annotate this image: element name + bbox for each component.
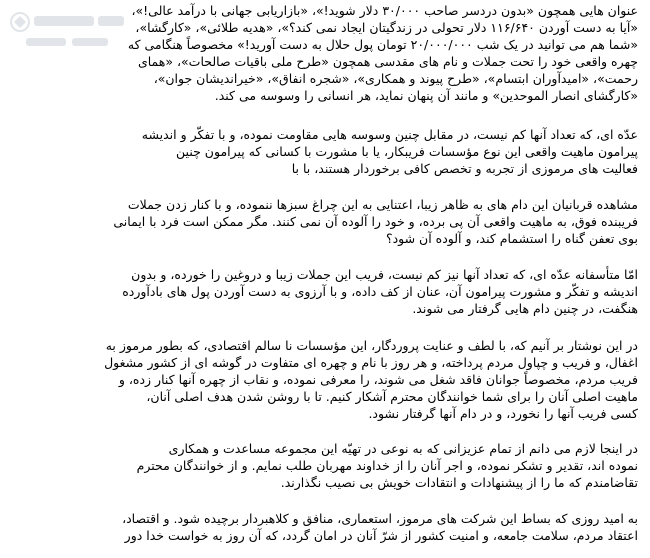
text-line: اغفال، و فریب و چپاول مردم پرداخته، و هر روز با نام و چهره ای متفاوت در گوشه ای از کشور مشغول xyxy=(104,355,638,370)
text-line: امّا متأسفانه عدّه ای، که تعداد آنها نیز کم نیست، فریب این جملات زیبا و دروغین را خورده، و بدون xyxy=(131,267,638,282)
text-line: فریبنده فوق، به ماهیت واقعی آن پی برده، و خود را آلوده آن نمی کنند. مگر ممکن است فرد با ایمانی xyxy=(113,214,638,229)
text-line: بوی تعفن گناه را استشمام کند، و آلوده آن شود؟ xyxy=(385,231,638,246)
text-line: «کارگشای انصار الموحدین» و مانند آن پنهان نماید، هر انسانی را وسوسه می کند. xyxy=(214,88,638,103)
text-line: هنگفت، در چنین دام هایی گرفتار می شوند. xyxy=(412,301,638,316)
paragraph xyxy=(6,2,638,104)
paragraph xyxy=(6,126,638,177)
text-line: چهره واقعی خود را تحت جملات و نام های مقدسی همچون «طرح ملی باقیات صالحات»، «همای xyxy=(137,54,638,69)
paragraph xyxy=(6,196,638,247)
article-body xyxy=(6,0,638,558)
text-line: نموده اند، تقدیر و تشکر نموده، و اجر آنان را از خداوند مهربان طلب نمایم. و از خوانندگان محترم xyxy=(136,458,638,473)
text-line: رحمت»، «امیدآوران ابتسام»، «طرح پیوند و همکاری»، «شجره انفاق»، «خیراندیشان جوان»، xyxy=(153,71,638,86)
text-line: عدّه ای، که تعداد آنها کم نیست، در مقابل چنین وسوسه هایی مقاومت نموده، و با تفکّر و اندیشه xyxy=(141,127,638,142)
paragraph xyxy=(6,440,638,491)
text-line: تقاضامندم که ما را از پیشنهادات و انتقادات خویش بی نصیب نگذارند. xyxy=(280,475,638,490)
text-line: کسی فریب آنها را نخورد، و در دام آنها گرفتار نشود. xyxy=(368,406,638,421)
text-line: در این نوشتار بر آنیم که، با لطف و عنایت پروردگار، این مؤسسات نا سالم اقتصادی، که بطور مرموز به xyxy=(105,338,638,353)
text-line: فریب مردم، مخصوصاً جوانان فاقد شغل می شوند، را معرفی نموده، و نقاب از چهره آنها کنار زده، و xyxy=(118,372,638,387)
text-line: به امید روزی که بساط این شرکت های مرموز، استعماری، منافق و کلاهبردار برچیده شود. و اقتصاد، xyxy=(122,511,638,526)
text-line: اعتقاد مردم، سلامت جامعه، و امنیت کشور از شرّ آنان در امان گردد، که آن روز به خواست خدا دور xyxy=(124,528,638,543)
text-line: مشاهده قربانیان این دام های به ظاهر زیبا، اعتنایی به این چراغ سبزها ننموده، و با کنار زدن جملات xyxy=(127,197,638,212)
text-line: «شما هم می توانید در یک شب ۲۰/۰۰۰/۰۰۰ تومان پول حلال به دست آورید!» مخصوصاً هنگامی که xyxy=(127,37,638,52)
paragraph xyxy=(6,337,638,422)
text-line: پیرامون ماهیت واقعی این نوع مؤسسات فریبکار، یا با مشورت با کسانی که پیرامون چنین xyxy=(176,144,638,159)
text-line: در اینجا لازم می دانم از تمام عزیزانی که به نوعی در تهیّه این مجموعه مساعدت و همکاری xyxy=(168,441,638,456)
text-line: فعالیت های مرموزی از تجربه و تخصص کافی برخوردار هستند، با با xyxy=(291,161,638,176)
text-line: عنوان هایی همچون «بدون دردسر صاحب ۳۰/۰۰۰ دلار شوید!»، «بازاریابی جهانی با درآمد عالی!»، xyxy=(131,3,638,18)
text-line: «آیا به دست آوردن ۱۱۶/۶۴۰ دلار تحولی در زندگیتان ایجاد نمی کند؟»، «هدیه طلائی»، «کارگشا»، xyxy=(135,20,638,35)
text-line: اندیشه و تفکّر و مشورت پیرامون آن، عنان از کف داده، و با آرزوی به دست آوردن پول های بادآورده xyxy=(122,284,638,299)
paragraph xyxy=(6,510,638,544)
text-line: ماهیت اصلی آنان را برای شما خوانندگان محترم آشکار کنیم. تا با روشن شدن هدف اصلی آنان، xyxy=(146,389,638,404)
paragraph xyxy=(6,266,638,317)
